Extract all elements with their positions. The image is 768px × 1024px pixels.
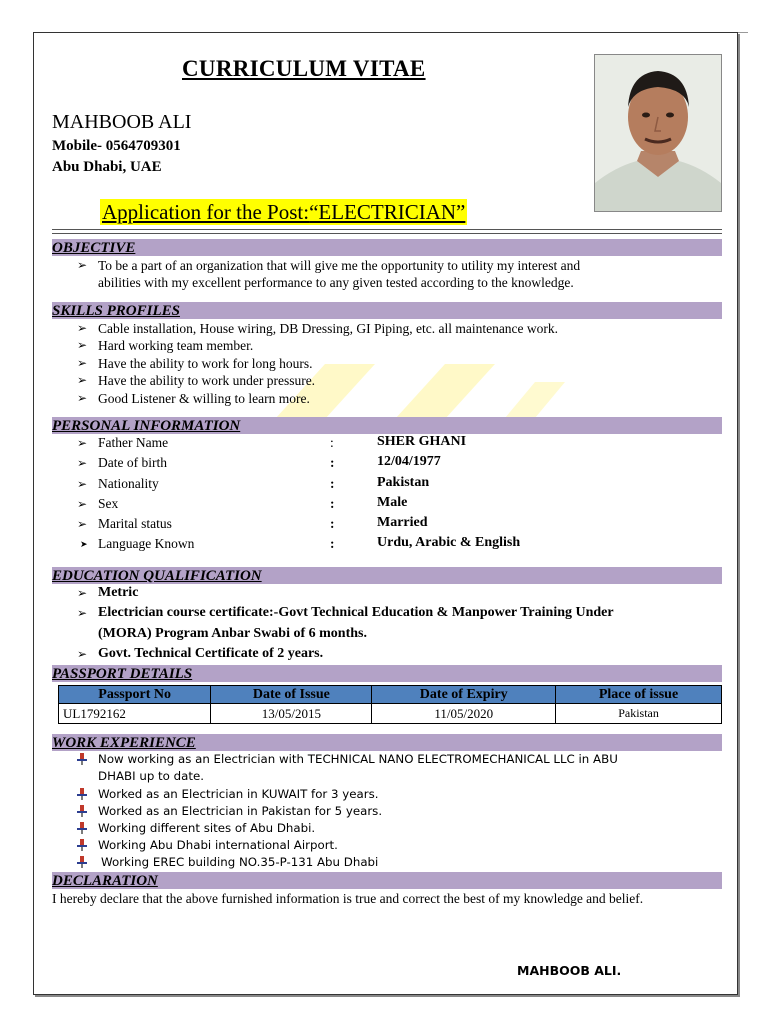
work-item: Worked as an Electrician in KUWAIT for 3 years. bbox=[98, 787, 379, 801]
section-personal bbox=[52, 417, 722, 434]
column-header: Date of Expiry bbox=[372, 686, 556, 704]
declaration-text: I hereby declare that the above furnished information is true and correct the best of my knowledge and belief. bbox=[52, 891, 644, 906]
section-heading: DECLARATION bbox=[52, 873, 158, 889]
section-education bbox=[52, 567, 722, 584]
divider bbox=[52, 229, 722, 234]
personal-label: Nationality bbox=[98, 476, 159, 491]
table-row bbox=[59, 704, 722, 724]
personal-value: Pakistan bbox=[377, 475, 430, 490]
arrow-bullet-icon: ➢ bbox=[77, 338, 88, 352]
pushpin-bullet-icon bbox=[76, 856, 88, 868]
arrow-bullet-icon: ➢ bbox=[77, 477, 88, 491]
mobile-number: Mobile- 0564709301 bbox=[52, 138, 181, 154]
colon: : bbox=[330, 516, 335, 531]
skill-item: Have the ability to work under pressure. bbox=[98, 373, 316, 388]
section-objective bbox=[52, 239, 722, 256]
work-item: Worked as an Electrician in Pakistan for 5 years. bbox=[98, 804, 383, 818]
section-heading: OBJECTIVE bbox=[52, 240, 136, 256]
colon: : bbox=[330, 455, 335, 470]
arrow-bullet-icon: ➢ bbox=[77, 373, 88, 387]
personal-value: SHER GHANI bbox=[377, 434, 467, 449]
skill-item: Good Listener & willing to learn more. bbox=[98, 391, 310, 406]
work-item: Working Abu Dhabi international Airport. bbox=[98, 838, 338, 852]
table-cell: 13/05/2015 bbox=[211, 704, 372, 724]
personal-label: Marital status bbox=[98, 516, 172, 531]
section-skills bbox=[52, 302, 722, 319]
table-cell: 11/05/2020 bbox=[372, 704, 556, 724]
education-item: Metric bbox=[98, 585, 139, 600]
document-title: CURRICULUM VITAE bbox=[182, 56, 426, 81]
colon: : bbox=[330, 496, 335, 511]
section-heading: PERSONAL INFORMATION bbox=[52, 418, 241, 434]
objective-line: To be a part of an organization that will give me the opportunity to utility my interest and bbox=[98, 258, 581, 273]
skill-item: Cable installation, House wiring, DB Dressing, GI Piping, etc. all maintenance work. bbox=[98, 321, 559, 336]
arrow-bullet-icon: ➢ bbox=[77, 586, 88, 600]
arrow-bullet-icon: ➢ bbox=[77, 436, 88, 450]
work-item: DHABI up to date. bbox=[98, 769, 205, 783]
personal-label: Sex bbox=[98, 496, 119, 511]
pushpin-bullet-icon bbox=[76, 839, 88, 851]
skill-item: Hard working team member. bbox=[98, 338, 254, 353]
education-item: (MORA) Program Anbar Swabi of 6 months. bbox=[98, 626, 367, 641]
work-item: Now working as an Electrician with TECHNICAL NANO ELECTROMECHANICAL LLC in ABU bbox=[98, 752, 618, 766]
column-header: Passport No bbox=[59, 686, 211, 704]
section-heading: SKILLS PROFILES bbox=[52, 303, 180, 319]
pushpin-bullet-icon bbox=[76, 805, 88, 817]
pushpin-bullet-icon bbox=[76, 753, 88, 765]
pushpin-bullet-icon bbox=[76, 788, 88, 800]
column-header: Date of Issue bbox=[211, 686, 372, 704]
profile-photo bbox=[594, 54, 722, 212]
personal-label: Language Known bbox=[98, 536, 195, 551]
section-heading: EDUCATION QUALIFICATION bbox=[52, 568, 262, 584]
work-item: Working different sites of Abu Dhabi. bbox=[98, 821, 316, 835]
table-header-row bbox=[59, 686, 722, 704]
section-heading: WORK EXPERIENCE bbox=[52, 735, 196, 751]
section-heading: PASSPORT DETAILS bbox=[52, 666, 193, 682]
colon: : bbox=[330, 536, 335, 551]
work-item: Working EREC building NO.35-P-131 Abu Dhabi bbox=[101, 855, 379, 869]
arrow-bullet-icon: ➢ bbox=[77, 517, 88, 531]
table-cell: Pakistan bbox=[556, 704, 722, 724]
arrow-bullet-icon: ➢ bbox=[77, 497, 88, 511]
arrow-bullet-icon: ➢ bbox=[77, 391, 88, 405]
education-item: Govt. Technical Certificate of 2 years. bbox=[98, 646, 324, 661]
skill-item: Have the ability to work for long hours. bbox=[98, 356, 313, 371]
arrow-bullet-icon: ➢ bbox=[77, 356, 88, 370]
personal-label: Father Name bbox=[98, 435, 169, 450]
pushpin-bullet-icon bbox=[76, 822, 88, 834]
passport-table bbox=[58, 685, 722, 724]
objective-line: abilities with my excellent performance to any given tested according to the knowledge. bbox=[98, 275, 574, 290]
section-work bbox=[52, 734, 722, 751]
application-post bbox=[100, 199, 467, 225]
table-cell: UL1792162 bbox=[59, 704, 211, 724]
post-prefix: Application for the Post: bbox=[102, 200, 310, 224]
arrow-bullet-icon: ➢ bbox=[77, 606, 88, 620]
personal-value: Urdu, Arabic & English bbox=[377, 535, 521, 550]
candidate-name: MAHBOOB ALI bbox=[52, 111, 192, 133]
personal-value: 12/04/1977 bbox=[377, 454, 441, 469]
personal-value: Married bbox=[377, 515, 428, 530]
arrow-bullet-icon: ➢ bbox=[77, 647, 88, 661]
education-item: Electrician course certificate:-Govt Technical Education & Manpower Training Under bbox=[98, 605, 614, 620]
colon: : bbox=[330, 435, 334, 450]
arrow-bullet-icon: ➢ bbox=[77, 456, 88, 470]
signature-name: MAHBOOB ALI. bbox=[517, 963, 622, 978]
arrow-bullet-icon: ➤ bbox=[80, 539, 88, 549]
column-header: Place of issue bbox=[556, 686, 722, 704]
arrow-bullet-icon: ➢ bbox=[77, 258, 88, 272]
section-passport bbox=[52, 665, 722, 682]
personal-label: Date of birth bbox=[98, 455, 167, 470]
section-declaration bbox=[52, 872, 722, 889]
colon: : bbox=[330, 476, 335, 491]
arrow-bullet-icon: ➢ bbox=[77, 321, 88, 335]
post-value: “ELECTRICIAN” bbox=[309, 200, 466, 224]
personal-value: Male bbox=[377, 495, 408, 510]
location: Abu Dhabi, UAE bbox=[52, 159, 162, 175]
